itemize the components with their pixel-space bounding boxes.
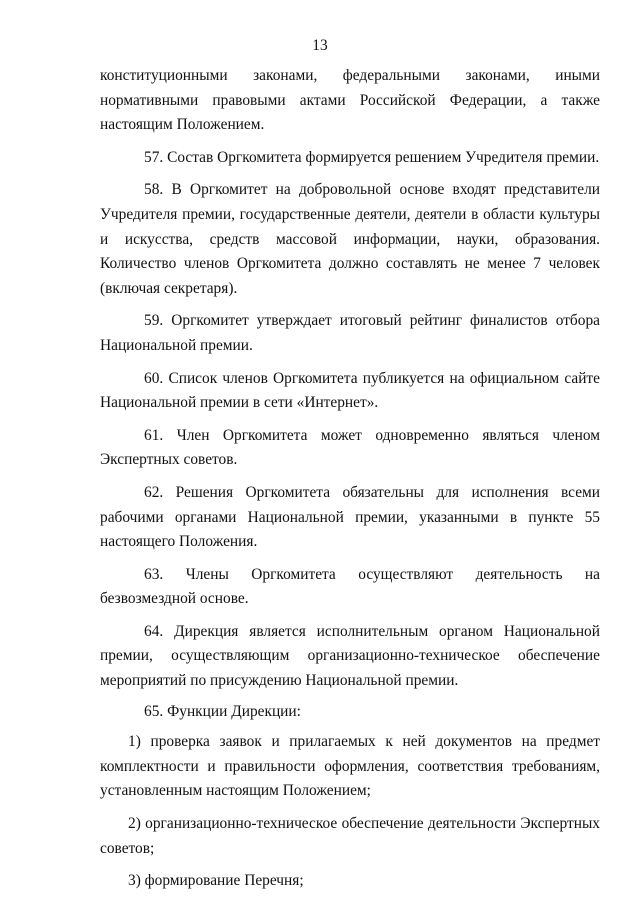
list-item-2: 2) организационно-техническое обеспечение деятельности Экспертных советов; (100, 815, 600, 857)
paragraph-64: 64. Дирекция является исполнительным органом Национальной премии, осуществляющим организационно-техническое обеспечение мероприятий по присуждению Национальной премии. (100, 622, 600, 690)
paragraph-65: 65. Функции Дирекции: (144, 702, 301, 720)
paragraph-62: 62. Решения Оргкомитета обязательны для исполнения всеми рабочими органами Национальной премии, указанными в пункте 55 настоящего Положения. (100, 483, 600, 551)
paragraph-continuation: конституционными законами, федеральными законами, иными нормативными правовыми актами Российской Федерации, а также настоящим Положением. (100, 67, 600, 134)
paragraph-57: 57. Состав Оргкомитета формируется решением Учредителя премии. (144, 148, 600, 166)
paragraph-59: 59. Оргкомитет утверждает итоговый рейтинг финалистов отбора Национальной премии. (100, 312, 600, 354)
list-item-1: 1) проверка заявок и прилагаемых к ней документов на предмет комплектности и правильности оформления, соответствия требованиям, установленным настоящим Положением; (100, 733, 600, 800)
paragraph-61: 61. Член Оргкомитета может одновременно являться членом Экспертных советов. (100, 426, 600, 469)
list-item-3: 3) формирование Перечня; (128, 872, 304, 890)
page-number: 13 (312, 37, 328, 54)
paragraph-58: 58. В Оргкомитет на добровольной основе входят представители Учредителя премии, государственные деятели, деятели в области культуры и искусства, средств массовой информации, науки, образования. Количество членов Оргкомитета должно составлять не менее 7 человек (включая секретаря). (100, 181, 600, 297)
paragraph-60: 60. Список членов Оргкомитета публикуется на официальном сайте Национальной премии в сети «Интернет». (100, 369, 600, 412)
paragraph-63: 63. Члены Оргкомитета осуществляют деятельность на безвозмездной основе. (100, 565, 600, 608)
document-body (100, 64, 600, 894)
